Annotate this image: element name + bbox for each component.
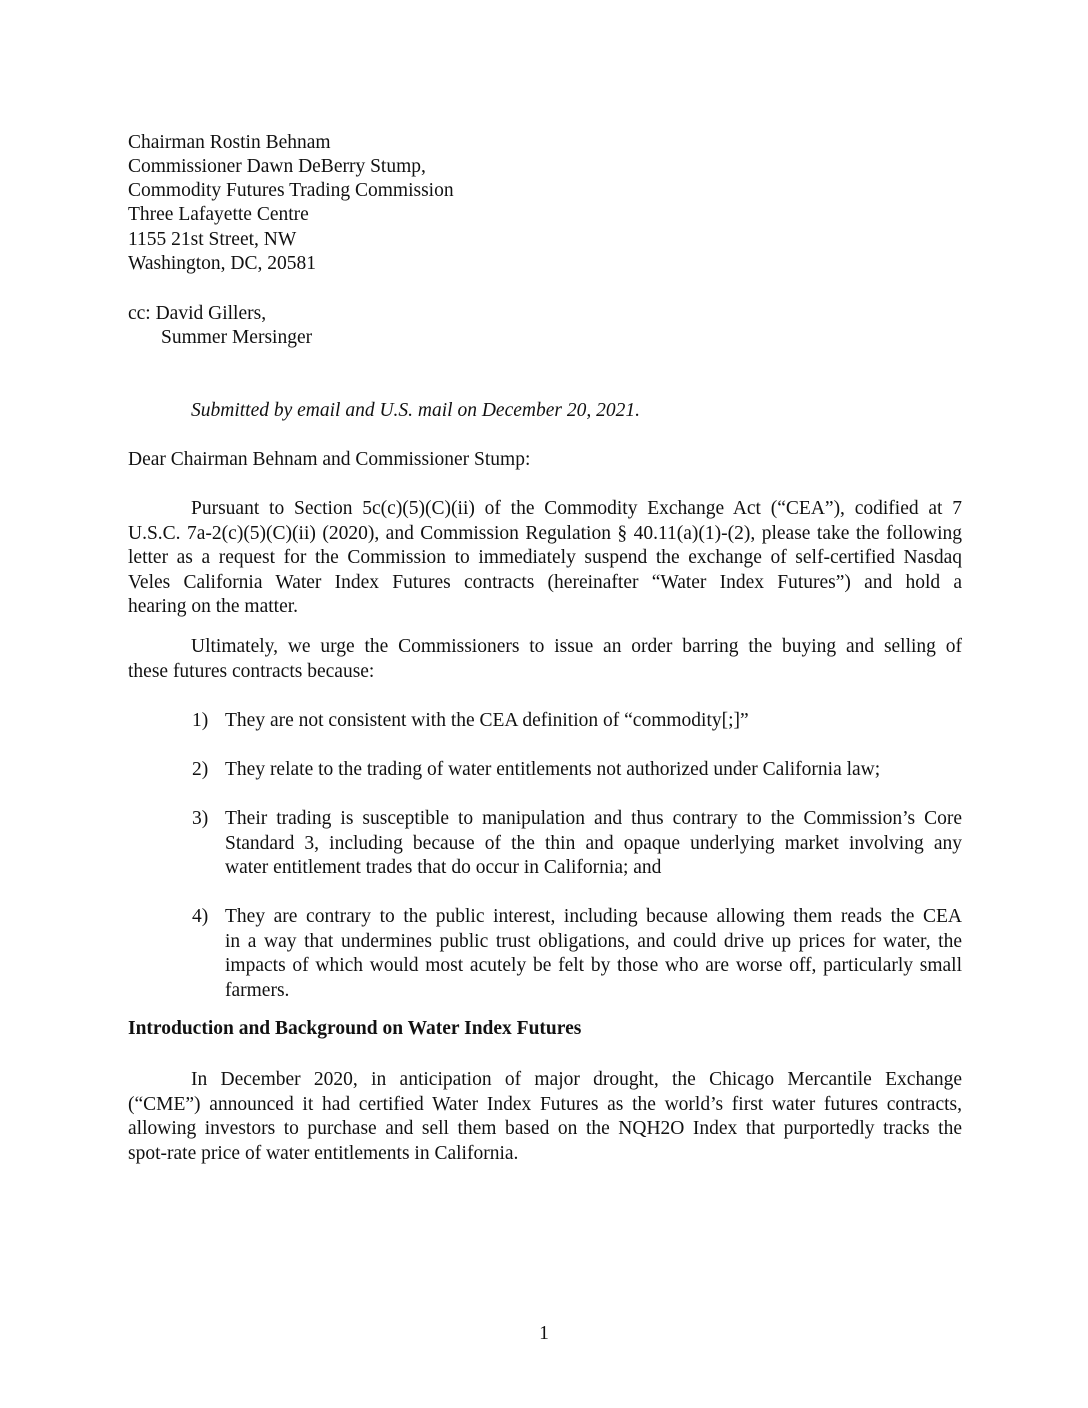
addressee-line-3: Commodity Futures Trading Commission — [128, 180, 454, 201]
paragraph-2-line: these futures contracts because: — [128, 660, 375, 682]
paragraph-3 — [128, 1068, 962, 1166]
paragraph-3-line: (“CME”) announced it had certified Water Index Futures as the world’s first water futures contracts, — [128, 1093, 962, 1115]
list-item-line: Standard 3, including because of the thin and opaque underlying market involving any — [225, 832, 962, 854]
paragraph-3-line: In December 2020, in anticipation of major drought, the Chicago Mercantile Exchange — [191, 1069, 962, 1090]
addressee-line-5: 1155 21st Street, NW — [128, 229, 297, 250]
page-number: 1 — [539, 1323, 549, 1344]
list-item-line: in a way that undermines public trust obligations, and could drive up prices for water, the — [225, 930, 962, 952]
list-item-4-number: 4) — [192, 906, 209, 927]
list-item-line: impacts of which would most acutely be felt by those who are worse off, particularly small — [225, 955, 962, 976]
list-item-line: They are not consistent with the CEA definition of “commodity[;]” — [225, 710, 749, 731]
list-item-line: Their trading is susceptible to manipulation and thus contrary to the Commission’s Core — [225, 808, 962, 829]
cc-line-2: Summer Mersinger — [161, 327, 313, 348]
paragraph-1 — [128, 497, 962, 620]
list-item-line: farmers. — [225, 979, 290, 1001]
paragraph-3-line: allowing investors to purchase and sell them based on the NQH2O Index that purportedly tracks the — [128, 1118, 962, 1139]
list-item-line: water entitlement trades that do occur in California; and — [225, 857, 662, 878]
paragraph-1-line: Pursuant to Section 5c(c)(5)(C)(ii) of the Commodity Exchange Act (“CEA”), codified at 7 — [191, 498, 962, 519]
paragraph-1-line: letter as a request for the Commission to immediately suspend the exchange of self-certified Nasdaq — [128, 547, 962, 568]
list-item-3-number: 3) — [192, 808, 209, 829]
list-item-2 — [225, 758, 880, 783]
paragraph-1-line: hearing on the matter. — [128, 596, 299, 617]
addressee-line-4: Three Lafayette Centre — [128, 204, 309, 225]
addressee-line-1: Chairman Rostin Behnam — [128, 132, 331, 153]
list-item-line: They are contrary to the public interest, including because allowing them reads the CEA — [225, 906, 962, 927]
addressee-line-6: Washington, DC, 20581 — [128, 253, 317, 274]
paragraph-3-line: spot-rate price of water entitlements in California. — [128, 1142, 519, 1164]
list-item-1-number: 1) — [192, 710, 209, 731]
list-item-4 — [225, 905, 962, 1003]
list-item-2-number: 2) — [192, 759, 209, 780]
paragraph-1-line: Veles California Water Index Futures contracts (hereinafter “Water Index Futures”) and hold a — [128, 571, 962, 593]
section-heading: Introduction and Background on Water Index Futures — [128, 1018, 582, 1039]
paragraph-1-line: U.S.C. 7a-2(c)(5)(C)(ii) (2020), and Commission Regulation § 40.11(a)(1)-(2), please take the following — [128, 522, 962, 544]
paragraph-2-line: Ultimately, we urge the Commissioners to issue an order barring the buying and selling of — [191, 636, 962, 657]
paragraph-2 — [128, 635, 962, 684]
addressee-line-2: Commissioner Dawn DeBerry Stump, — [128, 156, 426, 177]
list-item-1 — [225, 709, 749, 734]
list-item-3 — [225, 807, 962, 881]
submission-note: Submitted by email and U.S. mail on December 20, 2021. — [191, 400, 640, 421]
list-item-line: They relate to the trading of water entitlements not authorized under California law; — [225, 759, 881, 780]
cc-line-1: cc: David Gillers, — [128, 303, 267, 324]
salutation: Dear Chairman Behnam and Commissioner Stump: — [128, 449, 531, 470]
